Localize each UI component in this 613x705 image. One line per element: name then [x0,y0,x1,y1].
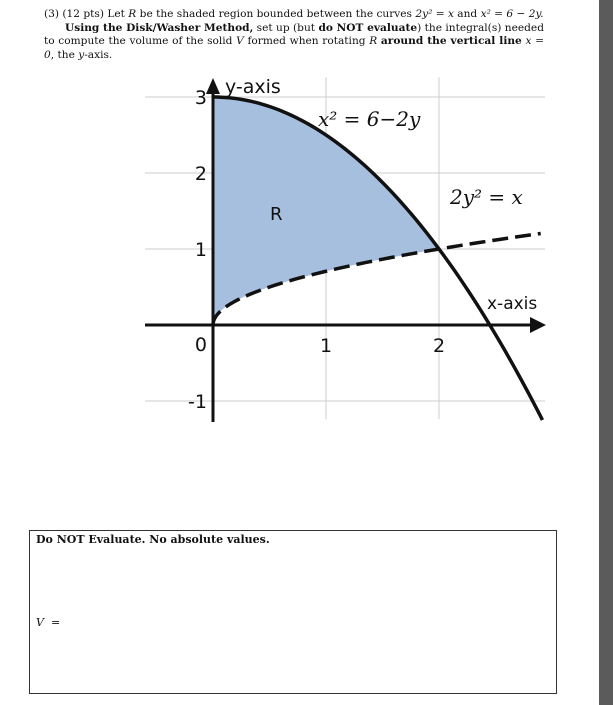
answer-instructions: Do NOT Evaluate. No absolute values. [36,533,270,546]
around-text: around the vertical line [380,35,522,48]
answer-box[interactable] [29,530,557,694]
x-tick-label: 2 [432,335,446,357]
curve1-eq: 2y² = x [415,8,454,20]
y-tick-label: 2 [194,163,207,185]
curve2-label: x² = 6−2y [318,107,421,131]
x-tick-label: 1 [319,335,333,357]
x-axis-label: x-axis [487,294,538,314]
scrollbar[interactable] [599,0,613,705]
problem-statement: (3) (12 pts) Let R be the shaded region bounded between the curves 2y² = x and x² = 6 − 2y. Using the Disk/Washer Method, set up (but do NOT evaluate) the integral(s) needed to compute the volume of the solid V formed when rotating R around the vertical line x = 0, the y-axis. [44,8,545,61]
region-label: R [270,204,283,225]
y-tick-label: -1 [188,391,207,413]
y-axis-arrow [206,78,220,94]
curve1-label: 2y² = x [450,185,523,209]
volume-label: V = [36,616,61,629]
method-text: Using the Disk/Washer Method, [65,21,254,34]
problem-points: (12 pts) [62,8,104,20]
y-axis-label: y-axis [225,76,281,98]
region-graph [130,72,560,432]
not-evaluate-text: do NOT evaluate [318,21,418,34]
y-tick-label: 1 [194,239,207,261]
y-tick-label: 3 [194,87,207,109]
problem-number: (3) [44,8,60,20]
curve2-eq: x² = 6 − 2y. [480,8,544,20]
y-tick-label: 0 [194,334,207,356]
x-axis-arrow [530,317,546,333]
